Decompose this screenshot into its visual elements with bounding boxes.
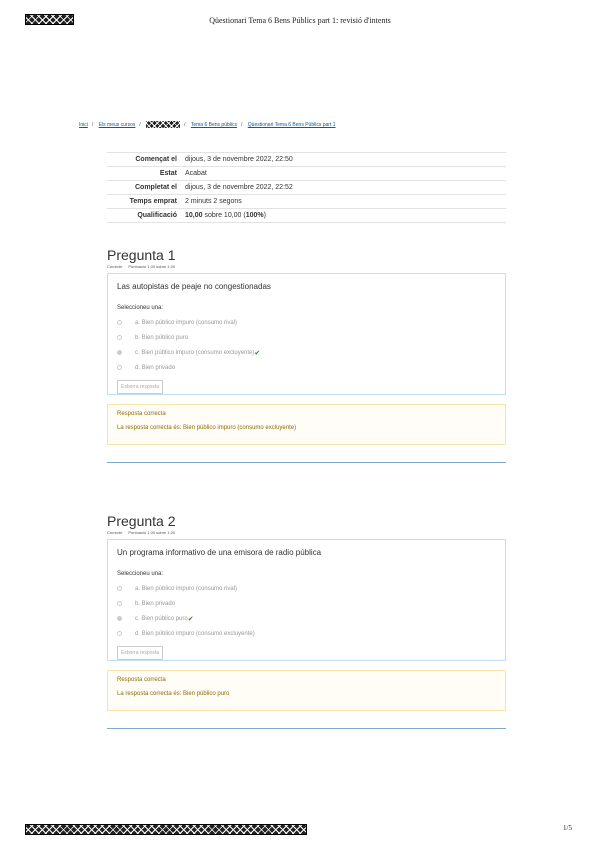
radio-button[interactable] (117, 365, 122, 370)
page-number: 1/5 (563, 824, 572, 832)
radio-button[interactable] (117, 335, 122, 340)
grade-score: 10,00 (185, 212, 203, 219)
summary-value (181, 209, 506, 223)
answer-option[interactable] (117, 360, 496, 375)
question-info (107, 264, 506, 269)
clear-answer-button[interactable]: Esborra resposta (117, 380, 163, 394)
radio-button[interactable] (117, 631, 122, 636)
breadcrumb-quiz-link[interactable]: Qüestionari Tema 6 Bens Públics part 1 (247, 121, 336, 128)
clear-answer-button[interactable]: Esborra resposta (117, 646, 163, 660)
question-title: Pregunta 2 (107, 513, 176, 529)
summary-row-started (107, 153, 506, 167)
grade-out-of: sobre 10,00 ( (202, 212, 246, 219)
answer-feedback (107, 670, 506, 711)
breadcrumb-topic-link[interactable]: Tema 6 Bens públics (190, 121, 237, 128)
question-title: Pregunta 1 (107, 247, 176, 263)
print-title: Qüestionari Tema 6 Bens Públics part 1: revisió d'intents (209, 16, 391, 25)
question-formulation (107, 273, 506, 395)
answer-option-label: a. Bien público impuro (consumo rival) (135, 319, 238, 326)
answer-option[interactable] (117, 315, 496, 330)
summary-label: Qualificació (107, 209, 181, 223)
answer-option-label: d. Bien público impuro (consumo excluyente) (135, 630, 255, 637)
question-status: Correcte (107, 530, 123, 535)
answer-option[interactable] (117, 626, 496, 641)
answer-option-label: c. Bien público impuro (consumo excluyente) (135, 349, 255, 356)
summary-value: dijous, 3 de novembre 2022, 22:50 (181, 153, 506, 167)
answer-option[interactable] (117, 611, 496, 626)
summary-row-completed (107, 181, 506, 195)
radio-button[interactable] (117, 320, 122, 325)
feedback-title: Resposta correcta (117, 411, 166, 417)
feedback-correct-answer: La resposta correcta és: Bien público impuro (consumo excluyente) (117, 425, 297, 431)
correct-check-icon: ✔ (254, 349, 261, 357)
radio-button-selected[interactable] (117, 616, 122, 621)
question-info (107, 530, 506, 535)
summary-value: Acabat (181, 167, 506, 181)
answer-option[interactable] (117, 596, 496, 611)
question-text: Las autopistas de peaje no congestionadas (117, 282, 271, 291)
answer-option-label: b. Bien privado (135, 600, 176, 607)
grade-percent: 100% (245, 212, 264, 219)
question-text: Un programa informativo de una emisora de radio pública (117, 548, 322, 557)
summary-label: Estat (107, 167, 181, 181)
summary-row-grade (107, 209, 506, 223)
answer-option-label: a. Bien público impuro (consumo rival) (135, 585, 238, 592)
breadcrumb-home-link[interactable]: Inici (79, 121, 88, 128)
attempt-summary-table (107, 152, 506, 223)
question-divider (107, 728, 506, 729)
feedback-title: Resposta correcta (117, 677, 166, 683)
answer-feedback (107, 404, 506, 445)
summary-row-time-taken (107, 195, 506, 209)
answer-option-label: b. Bien público puro (135, 334, 189, 341)
question-formulation (107, 539, 506, 661)
radio-button[interactable] (117, 586, 122, 591)
answer-prompt: Seleccioneu una: (117, 571, 164, 577)
answer-option[interactable] (117, 330, 496, 345)
question-divider (107, 462, 506, 463)
redacted-footer-url (25, 824, 307, 835)
answer-option-label: c. Bien público puro (135, 615, 188, 622)
question-status: Correcte (107, 264, 123, 269)
summary-label: Temps emprat (107, 195, 181, 209)
question-score: Puntuació 1,00 sobre 1,00 (128, 530, 176, 535)
answer-option[interactable] (117, 581, 496, 596)
question-2 (107, 513, 506, 729)
summary-row-state (107, 167, 506, 181)
feedback-correct-answer: La resposta correcta és: Bien público puro (117, 691, 230, 697)
breadcrumb: Inici / Els meus cursos / / Tema 6 Bens públics / Qüestionari Tema 6 Bens Públics part 1 (79, 121, 336, 128)
grade-close: ) (263, 212, 266, 219)
summary-value: 2 minuts 2 segons (181, 195, 506, 209)
breadcrumb-redacted-course (146, 121, 180, 128)
radio-button[interactable] (117, 601, 122, 606)
question-score: Puntuació 1,00 sobre 1,00 (128, 264, 176, 269)
answer-option-label: d. Bien privado (135, 364, 176, 371)
correct-check-icon: ✔ (187, 615, 194, 623)
answer-prompt: Seleccioneu una: (117, 305, 164, 311)
summary-value: dijous, 3 de novembre 2022, 22:52 (181, 181, 506, 195)
question-1 (107, 247, 506, 463)
answer-option[interactable] (117, 345, 496, 360)
summary-label: Completat el (107, 181, 181, 195)
radio-button-selected[interactable] (117, 350, 122, 355)
breadcrumb-my-courses-link[interactable]: Els meus cursos (98, 121, 136, 128)
summary-label: Començat el (107, 153, 181, 167)
